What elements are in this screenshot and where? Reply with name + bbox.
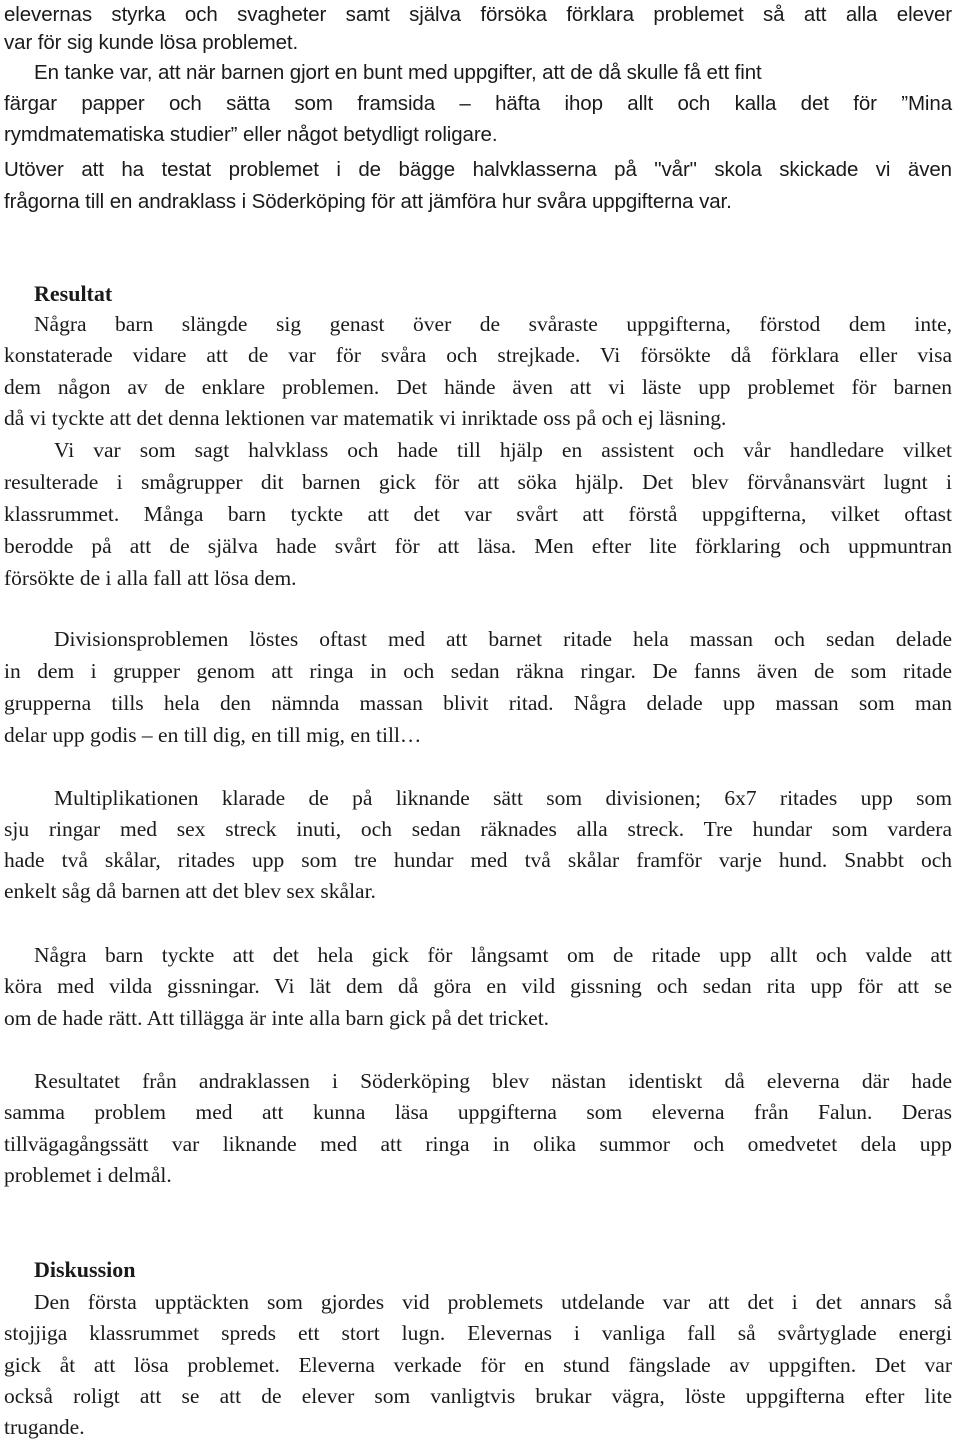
paragraph-line: om de hade rätt. Att tillägga är inte alla barn gick på det tricket. [4, 1006, 550, 1030]
section-heading-diskussion: Diskussion [34, 1257, 136, 1282]
paragraph-line: tillvägagångssätt var liknande med att ringa in olika summor och omedvetet dela upp [4, 1132, 952, 1156]
paragraph-line: försökte de i alla fall att lösa dem. [4, 566, 297, 590]
paragraph-line: Multiplikationen klarade de på liknande sätt som divisionen; 6x7 ritades upp som [54, 786, 952, 810]
intro-line: rymdmatematiska studier” eller något betydligt roligare. [4, 123, 498, 146]
paragraph-line: konstaterade vidare att de var för svåra och strejkade. Vi försökte då förklara eller visa [4, 343, 952, 367]
intro-line: elevernas styrka och svagheter samt själva försöka förklara problemet så att alla elever [4, 3, 952, 26]
paragraph-line: Divisionsproblemen löstes oftast med att barnet ritade hela massan och sedan delade [54, 627, 952, 651]
paragraph-line: Vi var som sagt halvklass och hade till hjälp en assistent och vår handledare vilket [54, 438, 952, 462]
intro-line: Utöver att ha testat problemet i de bägge halvklasserna på "vår" skola skickade vi även [4, 158, 952, 181]
paragraph-line: Några barn tyckte att det hela gick för långsamt om de ritade upp allt och valde att [34, 943, 952, 967]
paragraph-line: dem någon av de enklare problemen. Det hände även att vi läste upp problemet för barnen [4, 375, 952, 399]
paragraph-line: trugande. [4, 1415, 85, 1439]
paragraph-line: köra med vilda gissningar. Vi lät dem då göra en vild gissning och sedan rita upp för att se [4, 974, 952, 998]
paragraph-line: hade två skålar, ritades upp som tre hundar med två skålar framför varje hund. Snabbt och [4, 848, 952, 872]
paragraph-line: berodde på att de själva hade svårt för att läsa. Men efter lite förklaring och uppmuntran [4, 534, 952, 558]
paragraph-line: stojjiga klassrummet spreds ett stort lugn. Elevernas i vanliga fall så svårtyglade energi [4, 1321, 952, 1345]
intro-line: En tanke var, att när barnen gjort en bunt med uppgifter, att de då skulle få ett fint [34, 61, 762, 84]
intro-line: färgar papper och sätta som framsida – häfta ihop allt och kalla det för ”Mina [4, 92, 952, 115]
paragraph-line: då vi tyckte att det denna lektionen var matematik vi inriktade oss på och ej läsning. [4, 406, 727, 430]
paragraph-line: Resultatet från andraklassen i Söderköping blev nästan identiskt då eleverna där hade [34, 1069, 952, 1093]
paragraph-line: enkelt såg då barnen att det blev sex skålar. [4, 879, 376, 903]
paragraph-line: in dem i grupper genom att ringa in och sedan räkna ringar. De fanns även de som ritade [4, 659, 952, 683]
paragraph-line: gick åt att lösa problemet. Eleverna verkade för en stund fängslade av uppgiften. Det var [4, 1353, 952, 1377]
paragraph-line: Några barn slängde sig genast över de svåraste uppgifterna, förstod dem inte, [34, 312, 952, 336]
paragraph-line: problemet i delmål. [4, 1163, 172, 1187]
paragraph-line: Den första upptäckten som gjordes vid problemets utdelande var att det i det annars så [34, 1290, 952, 1314]
section-heading-resultat: Resultat [34, 281, 113, 306]
intro-line: frågorna till en andraklass i Söderköping för att jämföra hur svåra uppgifterna var. [4, 190, 732, 213]
paragraph-line: delar upp godis – en till dig, en till mig, en till… [4, 723, 422, 747]
paragraph-line: klassrummet. Många barn tyckte att det var svårt att förstå uppgifterna, vilket oftast [4, 502, 952, 526]
paragraph-line: också roligt att se att de elever som vanligtvis brukar vägra, löste uppgifterna efter lite [4, 1384, 952, 1408]
paragraph-line: grupperna tills hela den nämnda massan blivit ritad. Några delade upp massan som man [4, 691, 952, 715]
paragraph-line: resulterade i smågrupper dit barnen gick för att söka hjälp. Det blev förvånansvärt lugnt i [4, 470, 952, 494]
intro-line: var för sig kunde lösa problemet. [4, 31, 299, 54]
paragraph-line: samma problem med att kunna läsa uppgifterna som eleverna från Falun. Deras [4, 1100, 952, 1124]
paragraph-line: sju ringar med sex streck inuti, och sedan räknades alla streck. Tre hundar som vardera [4, 817, 952, 841]
